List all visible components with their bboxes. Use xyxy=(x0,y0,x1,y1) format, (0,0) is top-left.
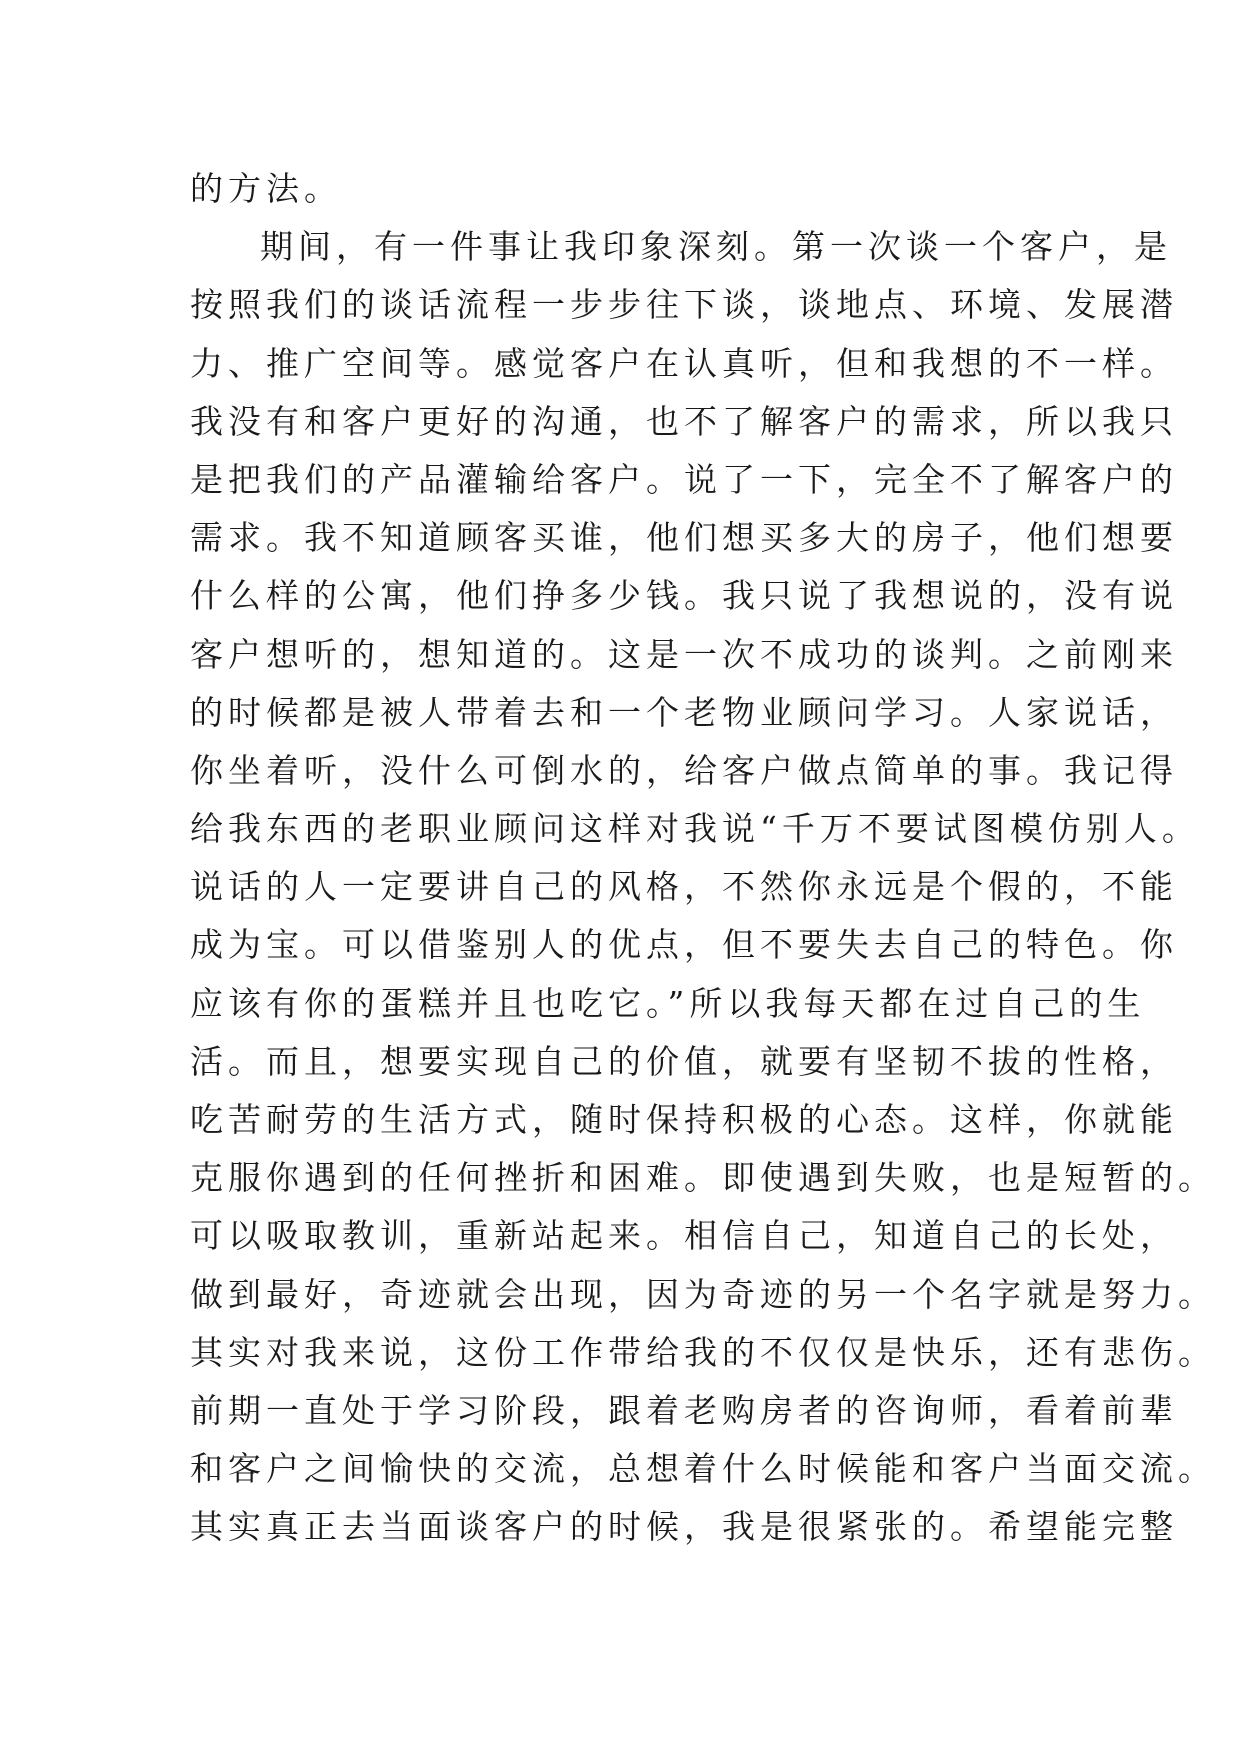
text-line: 的时候都是被人带着去和一个老物业顾问学习。人家说话， xyxy=(190,692,1178,732)
text-line: 其实对我来说，这份工作带给我的不仅仅是快乐，还有悲伤。 xyxy=(190,1332,1216,1372)
text-line: 客户想听的，想知道的。这是一次不成功的谈判。之前刚来 xyxy=(190,634,1178,674)
text-line: 应该有你的蛋糕并且也吃它。”所以我每天都在过自己的生 xyxy=(190,983,1146,1023)
text-line: 克服你遇到的任何挫折和困难。即使遇到失败，也是短暂的。 xyxy=(190,1158,1216,1198)
text-line: 和客户之间愉快的交流，总想着什么时候能和客户当面交流。 xyxy=(190,1449,1216,1489)
text-line: 是把我们的产品灌输给客户。说了一下，完全不了解客户的 xyxy=(190,459,1178,499)
text-line: 成为宝。可以借鉴别人的优点，但不要失去自己的特色。你 xyxy=(190,925,1178,965)
text-line: 我没有和客户更好的沟通，也不了解客户的需求，所以我只 xyxy=(190,401,1178,441)
text-line: 做到最好，奇迹就会出现，因为奇迹的另一个名字就是努力。 xyxy=(190,1274,1216,1314)
text-line: 力、推广空间等。感觉客户在认真听，但和我想的不一样。 xyxy=(190,343,1178,383)
text-line: 什么样的公寓，他们挣多少钱。我只说了我想说的，没有说 xyxy=(190,576,1178,616)
text-line: 说话的人一定要讲自己的风格，不然你永远是个假的，不能 xyxy=(190,867,1178,907)
body-text xyxy=(190,160,1216,1557)
text-line: 前期一直处于学习阶段，跟着老购房者的咨询师，看着前辈 xyxy=(190,1390,1178,1430)
text-line: 你坐着听，没什么可倒水的，给客户做点简单的事。我记得 xyxy=(190,750,1178,790)
paragraph-first-line: 期间，有一件事让我印象深刻。第一次谈一个客户，是 xyxy=(260,227,1172,267)
text-line: 吃苦耐劳的生活方式，随时保持积极的心态。这样，你就能 xyxy=(190,1100,1178,1139)
text-line: 的方法。 xyxy=(190,169,342,208)
text-line: 按照我们的谈话流程一步步往下谈，谈地点、环境、发展潜 xyxy=(190,285,1178,325)
text-line: 需求。我不知道顾客买谁，他们想买多大的房子，他们想要 xyxy=(190,518,1178,558)
text-line: 给我东西的老职业顾问这样对我说“千万不要试图模仿别人。 xyxy=(190,809,1200,849)
text-line: 活。而且，想要实现自己的价值，就要有坚韧不拔的性格， xyxy=(190,1041,1178,1081)
text-line: 可以吸取教训，重新站起来。相信自己，知道自己的长处， xyxy=(190,1216,1178,1256)
text-line: 其实真正去当面谈客户的时候，我是很紧张的。希望能完整 xyxy=(190,1507,1178,1547)
